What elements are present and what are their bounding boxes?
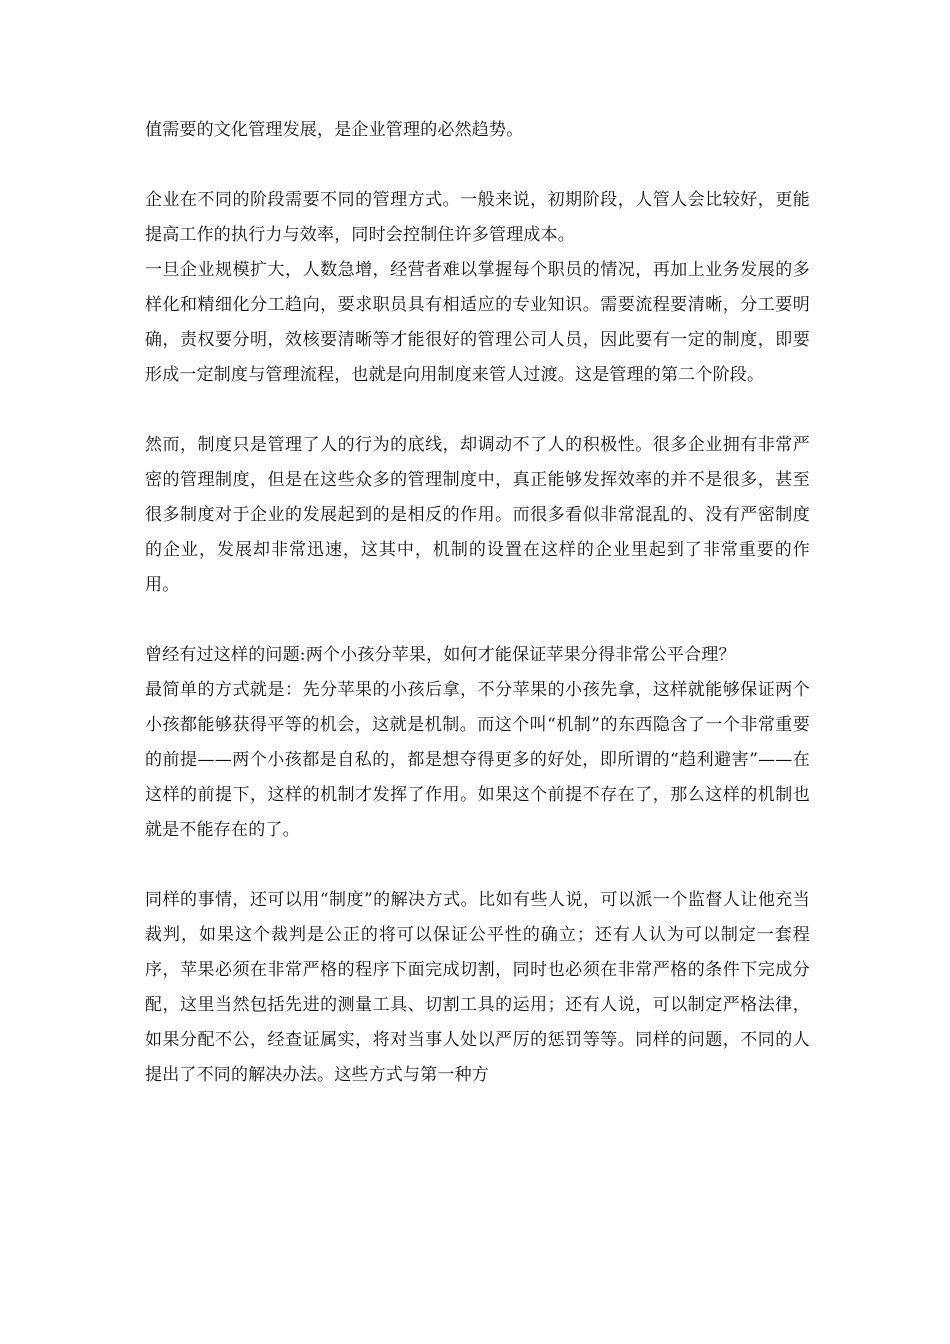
paragraph-4: 然而，制度只是管理了人的行为的底线，却调动不了人的积极性。很多企业拥有非常严密的管理制度，但是在这些众多的管理制度中，真正能够发挥效率的并不是很多，甚至很多制度对于企业的发展起到的是相反的作用。而很多看似非常混乱的、没有严密制度的企业，发展却非常迅速，这其中，机制的设置在这样的企业里起到了非常重要的作用。 [145, 435, 810, 595]
paragraph-5: 曾经有过这样的问题:两个小孩分苹果，如何才能保证苹果分得非常公平合理？ [145, 645, 736, 665]
document-body [145, 113, 810, 1093]
paragraph-gap [145, 393, 810, 428]
paragraph-3: 一旦企业规模扩大，人数急增，经营者难以掌握每个职员的情况，再加上业务发展的多样化和精细化分工趋向，要求职员具有相适应的专业知识。需要流程要清晰，分工要明确，责权要分明，效核要清晰等才能很好的管理公司人员，因此要有一定的制度，即要形成一定制度与管理流程，也就是向用制度来管人过渡。这是管理的第二个阶段。 [145, 260, 810, 385]
paragraph-2: 企业在不同的阶段需要不同的管理方式。一般来说，初期阶段，人管人会比较好，更能提高工作的执行力与效率，同时会控制住许多管理成本。 [145, 190, 810, 245]
paragraph-1: 值需要的文化管理发展，是企业管理的必然趋势。 [145, 120, 524, 140]
paragraph-6: 最简单的方式就是：先分苹果的小孩后拿，不分苹果的小孩先拿，这样就能够保证两个小孩都能够获得平等的机会，这就是机制。而这个叫“机制”的东西隐含了一个非常重要的前提——两个小孩都是自私的，都是想夺得更多的好处，即所谓的“趋利避害”——在这样的前提下，这样的机制才发挥了作用。如果这个前提不存在了，那么这样的机制也就是不能存在的了。 [145, 680, 810, 840]
paragraph-gap [145, 848, 810, 883]
paragraph-7: 同样的事情，还可以用“制度”的解决方式。比如有些人说，可以派一个监督人让他充当裁判，如果这个裁判是公正的将可以保证公平性的确立；还有人认为可以制定一套程序，苹果必须在非常严格的程序下面完成切割，同时也必须在非常严格的条件下完成分配，这里当然包括先进的测量工具、切割工具的运用；还有人说，可以制定严格法律，如果分配不公，经查证属实，将对当事人处以严厉的惩罚等等。同样的问题，不同的人提出了不同的解决办法。这些方式与第一种方 [145, 890, 810, 1085]
paragraph-gap [145, 148, 810, 183]
paragraph-gap [145, 603, 810, 638]
